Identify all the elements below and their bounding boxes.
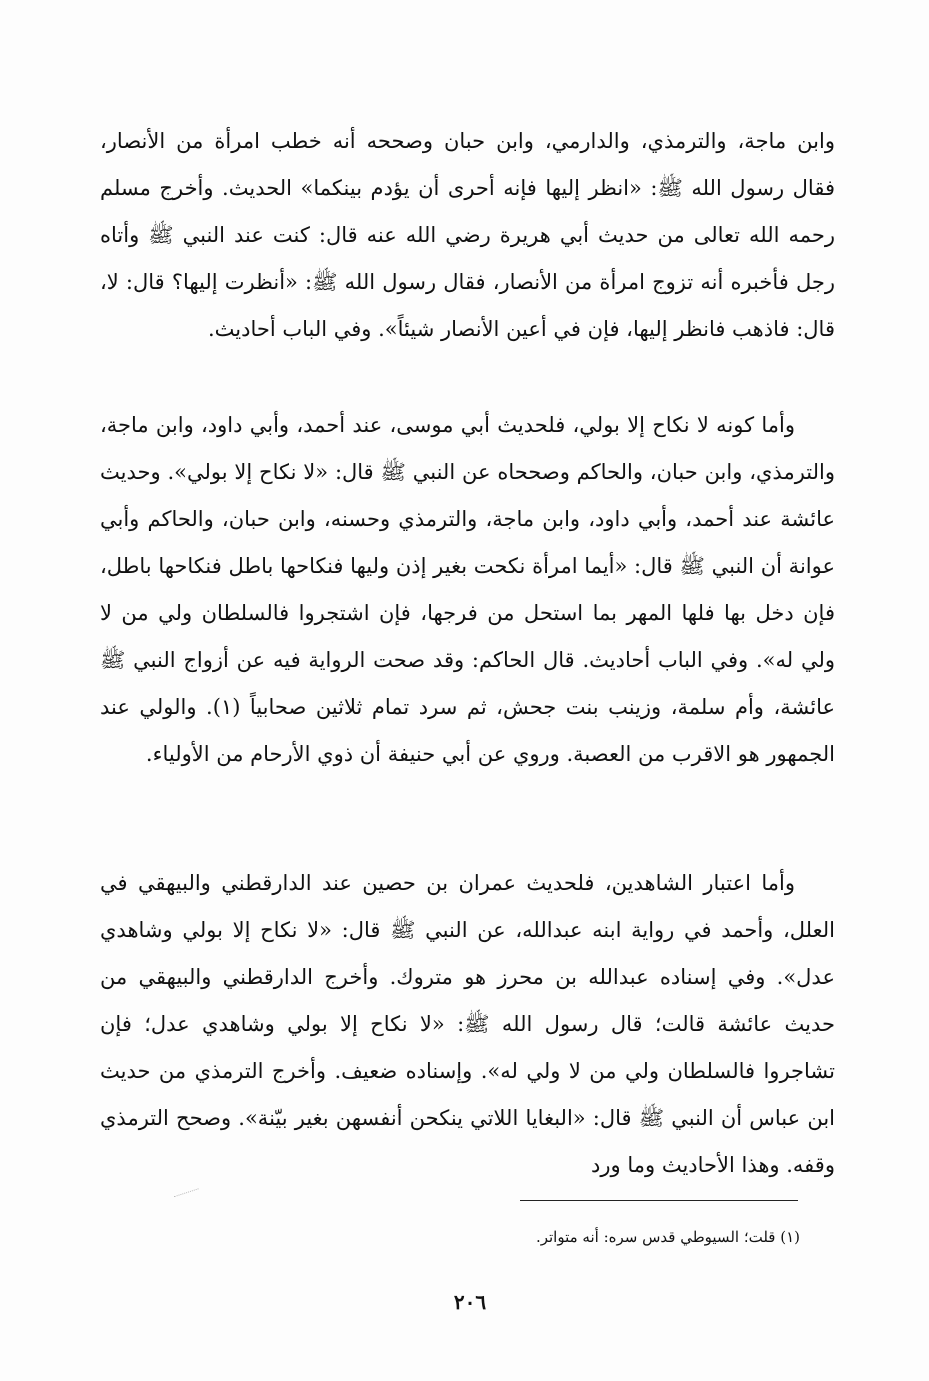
paragraph-3 bbox=[100, 860, 835, 1189]
footnote-divider bbox=[520, 1200, 798, 1201]
footnote: (١) قلت؛ السيوطي قدس سره: أنه متواتر. bbox=[535, 1228, 800, 1246]
paragraph-1-text: وابن ماجة، والترمذي، والدارمي، وابن حبان وصححه أنه خطب امرأة من الأنصار، فقال رسول الله ﷺ: «انظر إليها فإنه أحرى أن يؤدم بينكما» الحديث. وأخرج مسلم رحمه الله تعالى من حديث أبي هريرة رضي الله عنه قال: كنت عند النبي ﷺ وأتاه رجل فأخبره أنه تزوج امرأة من الأنصار، فقال رسول الله ﷺ: «أنظرت إليها؟ قال: لا، قال: فاذهب فانظر إليها، فإن في أعين الأنصار شيئاً». وفي الباب أحاديث. bbox=[100, 129, 835, 341]
paragraph-1 bbox=[100, 118, 835, 353]
scan-smudge bbox=[174, 1188, 203, 1208]
paragraph-3-text: وأما اعتبار الشاهدين، فلحديث عمران بن حصين عند الدارقطني والبيهقي في العلل، وأحمد في رواية ابنه عبدالله، عن النبي ﷺ قال: «لا نكاح إلا بولي وشاهدي عدل». وفي إسناده عبدالله بن محرز هو متروك. وأخرج الدارقطني والبيهقي من حديث عائشة قالت؛ قال رسول الله ﷺ: «لا نكاح إلا بولي وشاهدي عدل؛ فإن تشاجروا فالسلطان ولي من لا ولي له». وإسناده ضعيف. وأخرج الترمذي من حديث ابن عباس أن النبي ﷺ قال: «البغايا اللاتي ينكحن أنفسهن بغير بيّنة». وصحح الترمذي وقفه. وهذا الأحاديث وما ورد bbox=[100, 871, 835, 1177]
paragraph-2 bbox=[100, 402, 835, 778]
paragraph-2-text: وأما كونه لا نكاح إلا بولي، فلحديث أبي موسى، عند أحمد، وأبي داود، وابن ماجة، والترمذي، وابن حبان، والحاكم وصححاه عن النبي ﷺ قال: «لا نكاح إلا بولي». وحديث عائشة عند أحمد، وأبي داود، وابن ماجة، والترمذي وحسنه، وابن حبان، والحاكم وأبي عوانة أن النبي ﷺ قال: «أيما امرأة نكحت بغير إذن وليها فنكاحها باطل فنكاحها باطل، فإن دخل بها فلها المهر بما استحل من فرجها، فإن اشتجروا فالسلطان ولي من لا ولي له». وفي الباب أحاديث. قال الحاكم: وقد صحت الرواية فيه عن أزواج النبي ﷺ عائشة، وأم سلمة، وزينب بنت جحش، ثم سرد تمام ثلاثين صحابياً (١). والولي عند الجمهور هو الاقرب من العصبة. وروي عن أبي حنيفة أن ذوي الأرحام من الأولياء. bbox=[100, 413, 836, 766]
page-number: ٢٠٦ bbox=[453, 1290, 487, 1314]
